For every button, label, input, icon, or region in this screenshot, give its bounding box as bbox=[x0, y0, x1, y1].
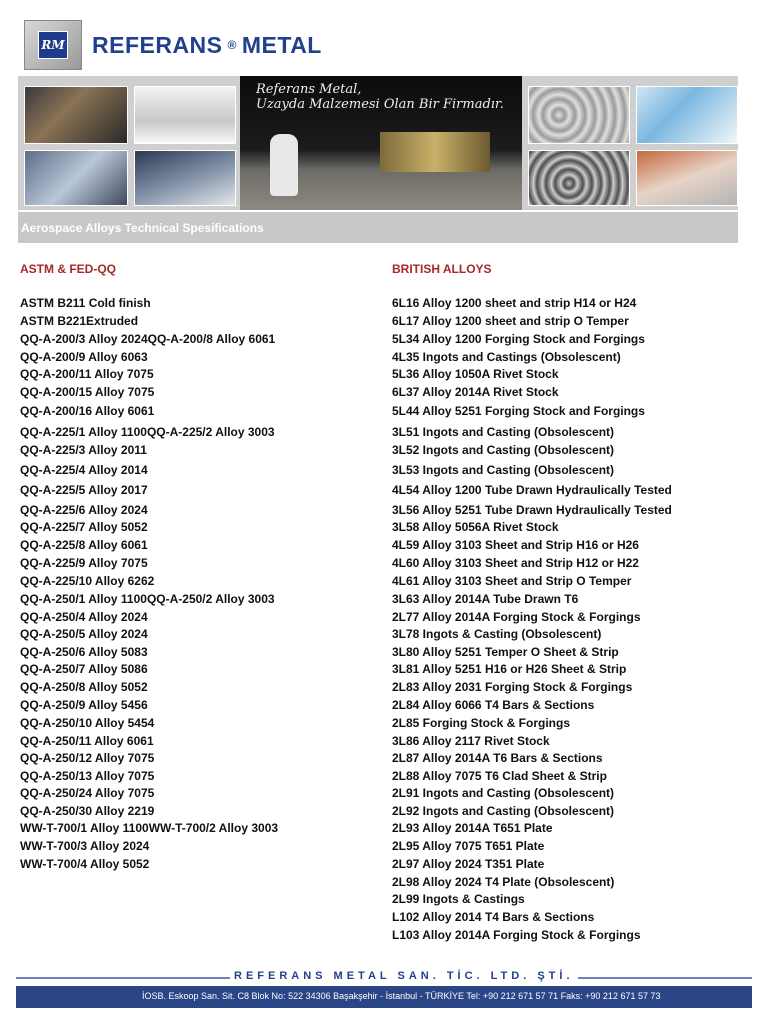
list-item: ASTM B221Extruded bbox=[20, 314, 139, 328]
list-item: 3L52 Ingots and Casting (Obsolescent) bbox=[392, 443, 615, 457]
list-item: QQ-A-225/7 Alloy 5052 bbox=[20, 520, 148, 534]
list-item: QQ-A-250/7 Alloy 5086 bbox=[20, 662, 148, 676]
list-item: QQ-A-225/8 Alloy 6061 bbox=[20, 538, 148, 552]
list-item: 4L35 Ingots and Castings (Obsolescent) bbox=[392, 350, 621, 364]
astm-heading: ASTM & FED-QQ bbox=[20, 262, 116, 276]
list-item: 2L83 Alloy 2031 Forging Stock & Forgings bbox=[392, 680, 633, 694]
brand-word-metal: METAL bbox=[241, 31, 322, 58]
list-item: ASTM B211 Cold finish bbox=[20, 296, 151, 310]
airplane-photo bbox=[134, 150, 236, 206]
list-item: 3L78 Ingots & Casting (Obsolescent) bbox=[392, 627, 602, 641]
footer-address: İOSB. Eskoop San. Sit. C8 Blok No: 522 34306 Başakşehir - İstanbul - TÜRKİYE Tel: +90 212 671 57 71 Faks: +90 212 671 57 73 bbox=[142, 991, 661, 1001]
list-item: WW-T-700/3 Alloy 2024 bbox=[20, 839, 150, 853]
footer-company-name: REFERANS METAL SAN. TİC. LTD. ŞTİ. bbox=[230, 970, 578, 982]
metal-sheets-photo bbox=[636, 86, 738, 144]
logo-mark: RM bbox=[38, 31, 68, 59]
list-item: 5L34 Alloy 1200 Forging Stock and Forgings bbox=[392, 332, 645, 346]
list-item: 3L80 Alloy 5251 Temper O Sheet & Strip bbox=[392, 645, 619, 659]
list-item: QQ-A-200/15 Alloy 7075 bbox=[20, 385, 155, 399]
section-title: Aerospace Alloys Technical Spesifications bbox=[21, 221, 264, 235]
hero-banner bbox=[18, 76, 738, 210]
list-item: 4L60 Alloy 3103 Sheet and Strip H12 or H22 bbox=[392, 556, 639, 570]
list-item: QQ-A-250/4 Alloy 2024 bbox=[20, 610, 148, 624]
list-item: QQ-A-225/4 Alloy 2014 bbox=[20, 463, 148, 477]
engine-part-photo bbox=[24, 150, 128, 206]
list-item: L102 Alloy 2014 T4 Bars & Sections bbox=[392, 910, 595, 924]
tagline-line-1: Referans Metal, bbox=[256, 82, 362, 97]
astronaut-shape bbox=[270, 134, 298, 196]
list-item: QQ-A-250/24 Alloy 7075 bbox=[20, 786, 155, 800]
metal-rods-photo bbox=[528, 86, 630, 144]
tagline-line-2: Uzayda Malzemesi Olan Bir Firmadır. bbox=[256, 97, 504, 112]
company-logo bbox=[24, 20, 82, 70]
aircraft-part-photo bbox=[24, 86, 128, 144]
machine-photo bbox=[134, 86, 236, 144]
banner-tagline bbox=[256, 82, 522, 112]
moon-landing-photo bbox=[240, 76, 522, 210]
list-item: QQ-A-200/16 Alloy 6061 bbox=[20, 404, 155, 418]
list-item: QQ-A-200/3 Alloy 2024QQ-A-200/8 Alloy 6061 bbox=[20, 332, 276, 346]
metal-plates-photo bbox=[636, 150, 738, 206]
list-item: WW-T-700/1 Alloy 1100WW-T-700/2 Alloy 3003 bbox=[20, 821, 279, 835]
list-item: 3L86 Alloy 2117 Rivet Stock bbox=[392, 734, 550, 748]
list-item: WW-T-700/4 Alloy 5052 bbox=[20, 857, 150, 871]
list-item: 2L97 Alloy 2024 T351 Plate bbox=[392, 857, 545, 871]
list-item: QQ-A-225/5 Alloy 2017 bbox=[20, 483, 148, 497]
list-item: 5L44 Alloy 5251 Forging Stock and Forgings bbox=[392, 404, 645, 418]
list-item: 2L93 Alloy 2014A T651 Plate bbox=[392, 821, 553, 835]
list-item: 2L91 Ingots and Casting (Obsolescent) bbox=[392, 786, 615, 800]
brand-name bbox=[92, 28, 322, 62]
list-item: QQ-A-200/9 Alloy 6063 bbox=[20, 350, 148, 364]
list-item: QQ-A-250/6 Alloy 5083 bbox=[20, 645, 148, 659]
list-item: QQ-A-250/30 Alloy 2219 bbox=[20, 804, 155, 818]
list-item: 6L37 Alloy 2014A Rivet Stock bbox=[392, 385, 559, 399]
list-item: 3L63 Alloy 2014A Tube Drawn T6 bbox=[392, 592, 579, 606]
list-item: 2L87 Alloy 2014A T6 Bars & Sections bbox=[392, 751, 603, 765]
list-item: QQ-A-250/12 Alloy 7075 bbox=[20, 751, 155, 765]
list-item: 3L53 Ingots and Casting (Obsolescent) bbox=[392, 463, 615, 477]
list-item: QQ-A-250/10 Alloy 5454 bbox=[20, 716, 155, 730]
list-item: 2L95 Alloy 7075 T651 Plate bbox=[392, 839, 545, 853]
list-item: 2L92 Ingots and Casting (Obsolescent) bbox=[392, 804, 615, 818]
list-item: 6L17 Alloy 1200 sheet and strip O Temper bbox=[392, 314, 629, 328]
list-item: QQ-A-250/5 Alloy 2024 bbox=[20, 627, 148, 641]
registered-mark: ® bbox=[227, 38, 237, 52]
footer-address-bar bbox=[16, 986, 752, 1008]
list-item: 3L56 Alloy 5251 Tube Drawn Hydraulically Tested bbox=[392, 503, 672, 517]
list-item: 2L88 Alloy 7075 T6 Clad Sheet & Strip bbox=[392, 769, 607, 783]
list-item: QQ-A-250/9 Alloy 5456 bbox=[20, 698, 148, 712]
list-item: 2L84 Alloy 6066 T4 Bars & Sections bbox=[392, 698, 595, 712]
list-item: 4L61 Alloy 3103 Sheet and Strip O Temper bbox=[392, 574, 632, 588]
list-item: 2L85 Forging Stock & Forgings bbox=[392, 716, 571, 730]
lunar-lander-shape bbox=[380, 132, 490, 172]
metal-tubes-photo bbox=[528, 150, 630, 206]
list-item: QQ-A-225/10 Alloy 6262 bbox=[20, 574, 155, 588]
list-item: 4L54 Alloy 1200 Tube Drawn Hydraulically Tested bbox=[392, 483, 672, 497]
list-item: 5L36 Alloy 1050A Rivet Stock bbox=[392, 367, 559, 381]
list-item: QQ-A-250/13 Alloy 7075 bbox=[20, 769, 155, 783]
list-item: QQ-A-225/1 Alloy 1100QQ-A-225/2 Alloy 3003 bbox=[20, 425, 275, 439]
list-item: 2L98 Alloy 2024 T4 Plate (Obsolescent) bbox=[392, 875, 615, 889]
list-item: 3L81 Alloy 5251 H16 or H26 Sheet & Strip bbox=[392, 662, 627, 676]
list-item: 6L16 Alloy 1200 sheet and strip H14 or H24 bbox=[392, 296, 637, 310]
list-item: 3L51 Ingots and Casting (Obsolescent) bbox=[392, 425, 615, 439]
list-item: QQ-A-250/1 Alloy 1100QQ-A-250/2 Alloy 3003 bbox=[20, 592, 275, 606]
list-item: 2L77 Alloy 2014A Forging Stock & Forgings bbox=[392, 610, 641, 624]
list-item: QQ-A-225/6 Alloy 2024 bbox=[20, 503, 148, 517]
list-item: QQ-A-200/11 Alloy 7075 bbox=[20, 367, 154, 381]
brand-word-referans: REFERANS bbox=[92, 31, 223, 58]
list-item: 4L59 Alloy 3103 Sheet and Strip H16 or H26 bbox=[392, 538, 639, 552]
british-heading: BRITISH ALLOYS bbox=[392, 262, 492, 276]
list-item: 2L99 Ingots & Castings bbox=[392, 892, 525, 906]
list-item: QQ-A-250/11 Alloy 6061 bbox=[20, 734, 154, 748]
list-item: L103 Alloy 2014A Forging Stock & Forgings bbox=[392, 928, 641, 942]
list-item: QQ-A-250/8 Alloy 5052 bbox=[20, 680, 148, 694]
list-item: QQ-A-225/9 Alloy 7075 bbox=[20, 556, 148, 570]
section-title-bar bbox=[18, 212, 738, 243]
list-item: 3L58 Alloy 5056A Rivet Stock bbox=[392, 520, 559, 534]
list-item: QQ-A-225/3 Alloy 2011 bbox=[20, 443, 147, 457]
